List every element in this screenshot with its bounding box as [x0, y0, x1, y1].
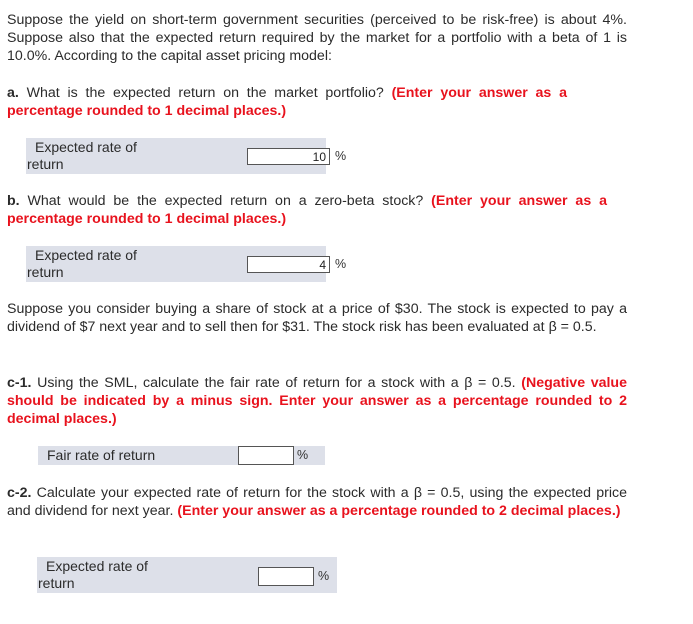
question-a-instruction: (Enter your answer as a percentage rounded to 1 decimal places.)	[7, 85, 567, 119]
answer-c2-input[interactable]	[258, 567, 314, 586]
question-a-text: What is the expected return on the market portfolio?	[26, 85, 384, 101]
question-c2-label: c-2.	[7, 485, 32, 501]
answer-b-label-line2: return	[27, 264, 64, 280]
answer-b-percent: %	[335, 257, 347, 271]
answer-b-label-line1: Expected rate of	[35, 247, 137, 263]
question-b-instruction: (Enter your answer as a percentage rounded to 1 decimal places.)	[7, 193, 607, 227]
answer-a-label-line1: Expected rate of	[35, 139, 137, 155]
answer-a-input[interactable]	[247, 148, 330, 165]
question-b-label: b.	[7, 193, 20, 209]
question-c2-instruction: (Enter your answer as a percentage rounded to 2 decimal places.)	[177, 503, 621, 519]
question-c2	[7, 484, 627, 520]
question-c1-text: Using the SML, calculate the fair rate of return for a stock with a β = 0.5.	[37, 375, 516, 391]
answer-c1-input[interactable]	[238, 446, 294, 465]
question-c2-text: Calculate your expected rate of return for the stock with a β = 0.5, using the expected price and dividend for next year.	[7, 485, 627, 519]
answer-c2-label-line1: Expected rate of	[46, 558, 148, 574]
answer-c1-label: Fair rate of return	[47, 447, 156, 463]
answer-box-a	[26, 138, 347, 174]
question-a	[7, 84, 567, 120]
answer-c2-percent: %	[318, 569, 330, 583]
question-b	[7, 192, 607, 228]
answer-c1-percent: %	[297, 448, 309, 462]
question-c1-instruction: (Negative value should be indicated by a minus sign. Enter your answer as a percentage rounded to 2 decimal places.)	[7, 375, 627, 427]
intro-paragraph: Suppose the yield on short-term government securities (perceived to be risk-free) is about 4%. Suppose also that the expected return required by the market for a portfolio with a beta of 1 is 10.0%. According to the capital asset pricing model:	[7, 12, 627, 64]
answer-c2-label-line2: return	[38, 575, 75, 591]
answer-a-label-line2: return	[27, 156, 64, 172]
question-b-text: What would be the expected return on a zero-beta stock?	[27, 193, 424, 209]
stock-scenario-paragraph: Suppose you consider buying a share of stock at a price of $30. The stock is expected to pay a dividend of $7 next year and to sell then for $31. The stock risk has been evaluated at β = 0.5.	[7, 301, 627, 335]
answer-box-b	[26, 246, 347, 282]
question-a-label: a.	[7, 85, 19, 101]
question-c1	[7, 374, 627, 428]
answer-a-percent: %	[335, 149, 347, 163]
answer-b-input[interactable]	[247, 256, 330, 273]
question-c1-label: c-1.	[7, 375, 32, 391]
answer-box-c2	[37, 557, 337, 593]
